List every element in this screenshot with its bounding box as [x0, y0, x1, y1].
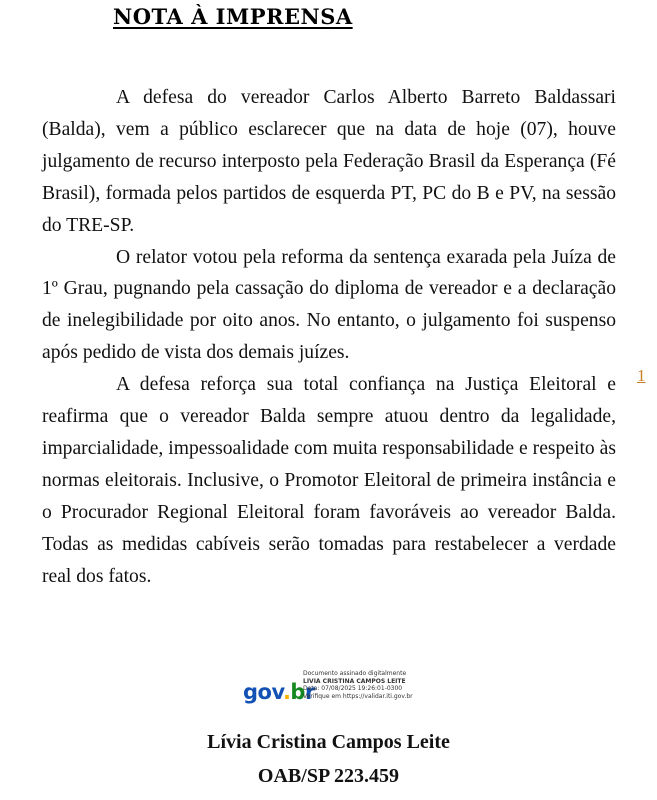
signatory-name: Lívia Cristina Campos Leite: [207, 731, 450, 753]
paragraph: A defesa reforça sua total confiança na Justiça Eleitoral e reafirma que o vereador Balda sempre atuou dentro da legalidade, imparcialidade, impessoalidade com muita responsabilidade e respeito às normas eleitorais. Inclusive, o Promotor Eleitoral de primeira instância e o Procurador Regional Eleitoral foram favoráveis ao vereador Balda. Todas as medidas cabíveis serão tomadas para restabelecer a verdade real dos fatos.: [42, 374, 616, 587]
verification-url: Verifique em https://validar.iti.gov.br: [303, 692, 413, 700]
signature-date: Data: 07/08/2025 19:26:01-0300: [303, 685, 403, 692]
oab-registration: OAB/SP 223.459: [257, 765, 400, 787]
page-number-link[interactable]: 1: [637, 366, 646, 385]
press-note-body: [42, 82, 616, 593]
logo-part: b: [290, 680, 305, 704]
signature-caption: Documento assinado digitalmente: [303, 670, 407, 677]
digital-signature-stamp: [243, 666, 443, 716]
signer-name: LIVIA CRISTINA CAMPOS LEITE: [303, 677, 406, 685]
signature-details: [303, 670, 413, 700]
paragraph: O relator votou pela reforma da sentença exarada pela Juíza de 1º Grau, pugnando pela cassação do diploma de vereador e a declaração de inelegibilidade por oito anos. No entanto, o julgamento foi suspenso após pedido de vista dos demais juízes.: [42, 246, 616, 364]
logo-part: r: [304, 680, 315, 704]
logo-part: gov: [243, 680, 283, 704]
page-title: NOTA À IMPRENSA: [113, 4, 353, 29]
paragraph: A defesa do vereador Carlos Alberto Barreto Baldassari (Balda), vem a público esclarecer que na data de hoje (07), houve julgamento de recurso interposto pela Federação Brasil da Esperança (Fé Brasil), formada pelos partidos de esquerda PT, PC do B e PV, na sessão do TRE-SP.: [42, 87, 616, 236]
logo-part: .: [282, 680, 291, 704]
